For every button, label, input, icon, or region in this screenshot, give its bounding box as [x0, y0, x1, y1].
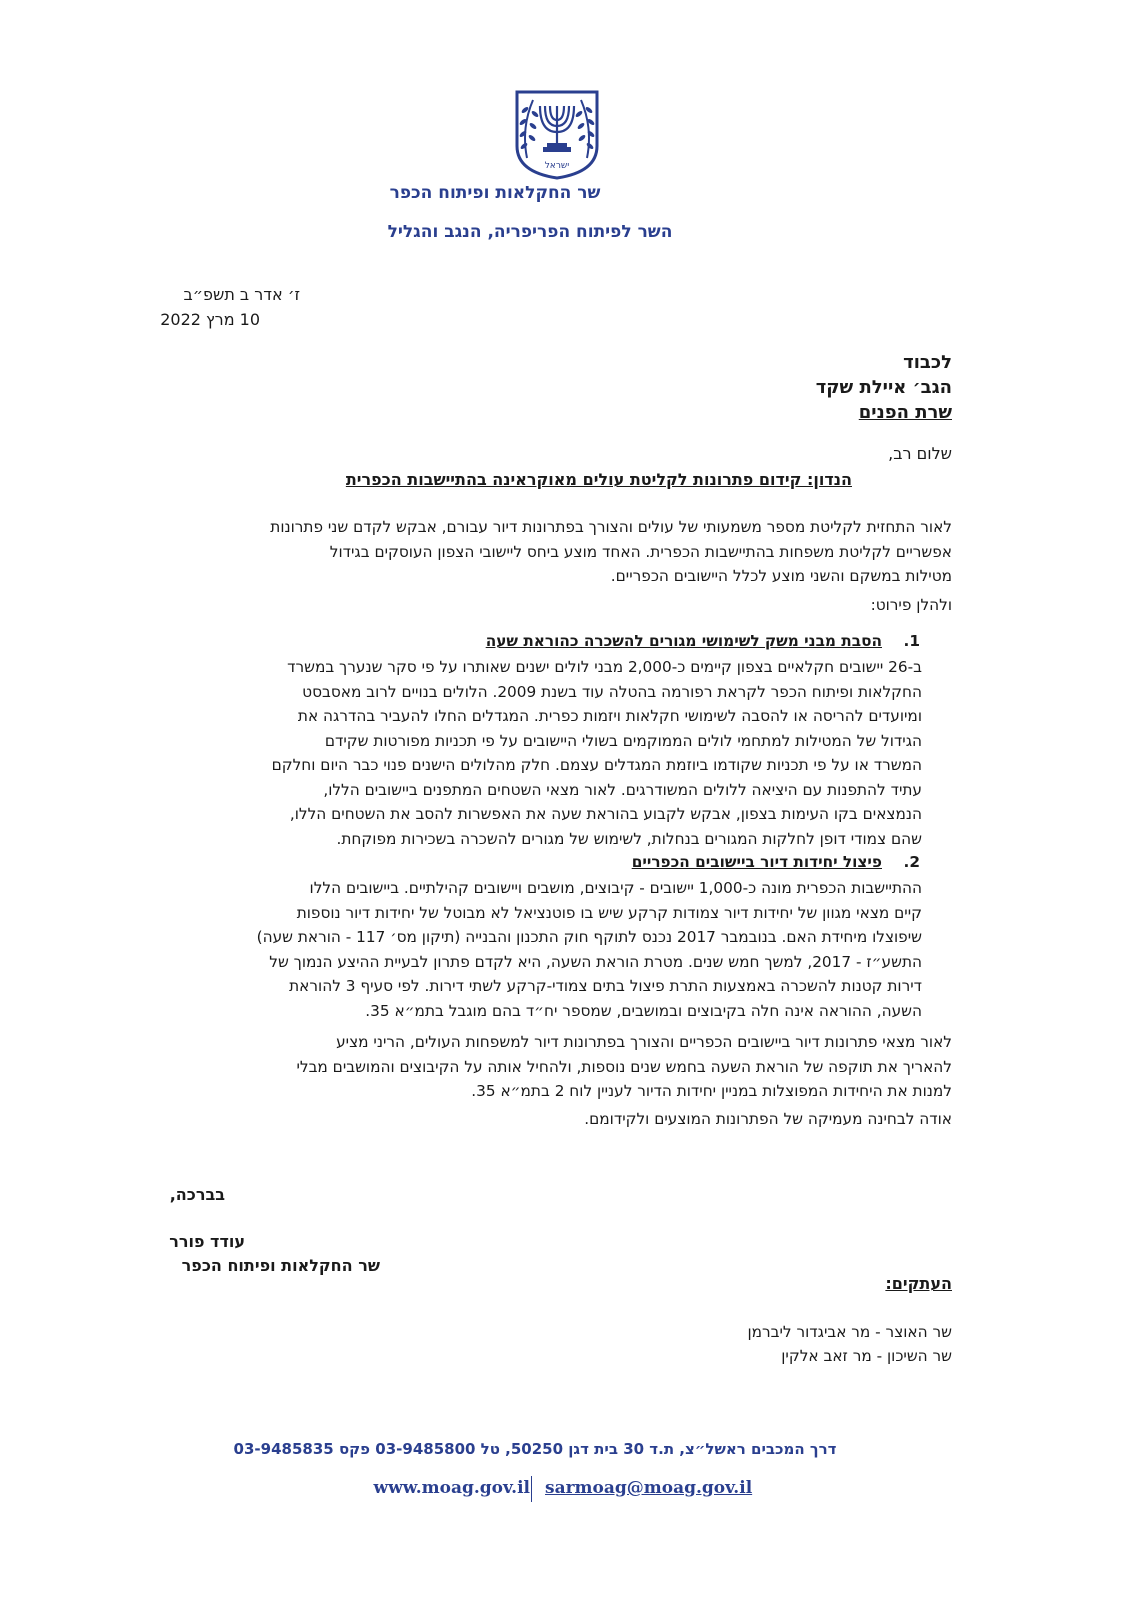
closing-paragraph	[160, 1030, 952, 1104]
signer-title: שר החקלאות ופיתוח הכפר	[181, 1256, 380, 1275]
section-2-heading	[560, 853, 920, 871]
paragraph-line: שיפוצלו מיחידת האם. בנובמבר 2017 נכנס לתוקף חוק התכנון והבנייה (תיקון מס׳ 117 - הוראת שעה)	[256, 928, 922, 946]
paragraph-line: הנמצאים בקו העימות בצפון, אבקש לקבוע בהוראת שעה את האפשרות להסב את השטחים הללו,	[289, 805, 922, 823]
intro-paragraph	[160, 515, 952, 589]
paragraph-line: התשע״ז - 2017, למשך חמש שנים. מטרת הוראת השעה, היא לקדם פתרון לבעיית ההיצע הנמוך של	[269, 952, 922, 971]
section-number: 1.	[903, 632, 920, 650]
hebrew-date: ז׳ אדר ב תשפ״ב	[183, 285, 300, 304]
footer-divider	[531, 1476, 532, 1502]
section-1-body	[160, 655, 922, 851]
state-emblem-icon	[511, 88, 603, 180]
greeting: שלום רב,	[888, 444, 952, 463]
paragraph-line: השעה, ההוראה אינה חלה בקיבוצים ובמושבים, שמספר יח״ד בהם מוגבל בתמ״א 35.	[365, 1001, 922, 1020]
paragraph-line: הגידול של המטילות למתחמי לולים הממוקמים בשולי היישובים על פי תכניות מפורטות שקידם	[324, 731, 922, 750]
paragraph-line: ההתיישבות הכפרית מונה כ-1,000 יישובים - קיבוצים, מושבים ויישובים קהילתיים. ביישובים הללו	[309, 879, 922, 897]
section-1-heading	[420, 632, 920, 650]
ministry-name: שר החקלאות ופיתוח הכפר	[389, 183, 601, 203]
section-2-body	[160, 876, 922, 1023]
subject-line: הנדון: קידום פתרונות לקליטת עולים מאוקראינה בהתיישבות הכפרית	[345, 470, 852, 489]
paragraph-line: החקלאות ופיתוח הכפר לקראת רפורמה בהטלה עוד בשנת 2009. הלולים בנויים לרוב מאסבסט	[302, 682, 922, 701]
paragraph-line: שהם צמודי דופן לחלקות המגורים בנחלות, לשימוש של מגורים להשכרה בשכירות מפוקחת.	[336, 829, 922, 848]
section-number: 2.	[903, 853, 920, 871]
paragraph-line: עתיד להתפנות עם היציאה ללולים המשודרגים. לאור מצאי השטחים המתפנים ביישובים הללו,	[323, 780, 922, 799]
paragraph-line: קיים מצאי מגוון של יחידות דיור צמודות קרקע שיש בו פוטנציאל לא מבוטל של יחידות דיור נוספות	[296, 903, 922, 922]
paragraph-line: לאור מצאי פתרונות דיור ביישובים הכפריים והצורך בפתרונות דיור למשפחות העולים, הריני מציע	[336, 1033, 952, 1051]
paragraph-line: לאור התחזית לקליטת מספר משמעותי של עולים והצורך בפתרונות דיור עבורם, אבקש לקדם שני פתרונות	[270, 518, 952, 536]
signer-name: עודד פורר	[169, 1232, 245, 1251]
gregorian-date: 10 מרץ 2022	[160, 310, 260, 329]
footer-website-link[interactable]: www.moag.gov.il	[373, 1478, 530, 1498]
paragraph-line: להאריך את תוקפה של הוראת השעה בחמש שנים נוספות, ולהחיל אותה על הקיבוצים והמושבים מבלי	[296, 1057, 952, 1076]
footer-address: דרך המכבים ראשל״צ, ת.ד 30 בית דגן 50250, טל 03-9485800 פקס 03-9485835	[233, 1440, 837, 1458]
recipient-honorific: לכבוד	[903, 352, 952, 373]
paragraph-line: ב-26 יישובים חקלאיים בצפון קיימים כ-2,000 מבני לולים ישנים שאותרו על פי סקר שנערך במשרד	[287, 658, 922, 676]
regards: בברכה,	[169, 1185, 225, 1204]
paragraph-line: מטילות במשקם והשני מוצע לכלל היישובים הכפריים.	[610, 567, 952, 585]
section-title: הסבת מבני משק לשימושי מגורים להשכרה כהוראת שעה	[485, 632, 882, 650]
thanks-line: אודה לבחינה מעמיקה של הפתרונות המוצעים ולקידומם.	[584, 1110, 952, 1128]
section-title: פיצול יחידות דיור ביישובים הכפריים	[631, 853, 882, 871]
footer-email-link[interactable]: sarmoag@moag.gov.il	[545, 1478, 753, 1498]
cc-item: שר האוצר - מר אביגדור ליברמן	[747, 1323, 952, 1341]
cc-label: העתקים:	[885, 1274, 952, 1293]
second-ministry-title: השר לפיתוח הפריפריה, הנגב והגליל	[387, 222, 673, 242]
cc-item: שר השיכון - מר זאב אלקין	[781, 1347, 952, 1365]
paragraph-line: המשרד או על פי תכניות שקודמו ביוזמת המגדלים עצמם. חלק מהלולים הישנים פנוי כבר היום וחלקם	[271, 756, 922, 774]
paragraph-line: למנות את היחידות המפוצלות במניין יחידות הדיור לעניין לוח 2 בתמ״א 35.	[471, 1082, 952, 1100]
details-label: ולהלן פירוט:	[870, 596, 952, 614]
recipient-name: הגב׳ איילת שקד	[815, 377, 952, 398]
svg-text:ישראל: ישראל	[544, 161, 570, 171]
paragraph-line: אפשריים לקליטת משפחות בהתיישבות הכפרית. האחד מוצע ביחס ליישובי הצפון העוסקים בגידול	[329, 542, 952, 561]
recipient-title: שרת הפנים	[858, 402, 952, 423]
paragraph-line: ומיועדים להריסה או להסבה לשימושי חקלאות ויזמות כפרית. המגדלים החלו להעביר בהדרגה את	[297, 707, 922, 725]
paragraph-line: דירות קטנות להשכרה באמצעות התרת פיצול בתים צמודי-קרקע לשתי דירות. לפי סעיף 3 להוראת	[289, 977, 922, 995]
recipient-block	[600, 350, 952, 425]
